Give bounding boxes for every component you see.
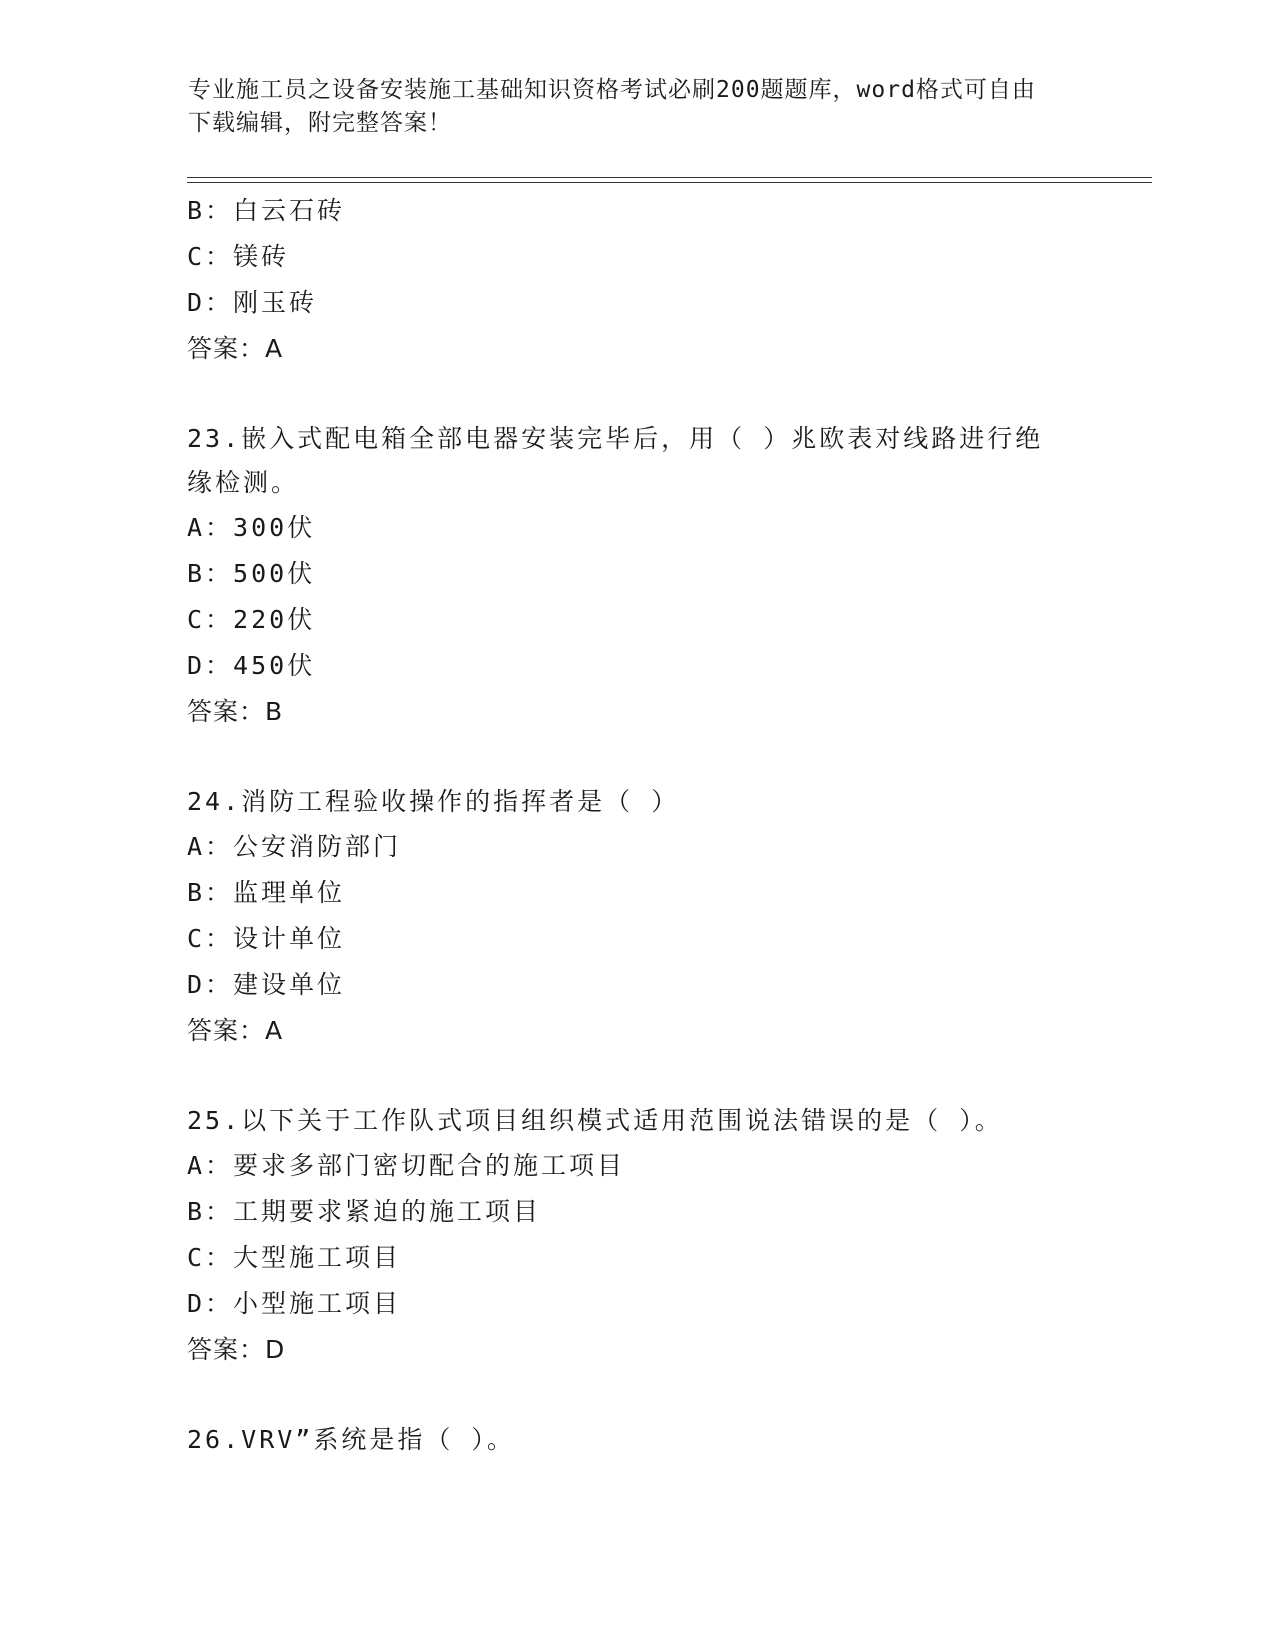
answer-line: 答案：B xyxy=(187,697,284,726)
question-26 xyxy=(187,1418,1087,1462)
question-24 xyxy=(187,780,1087,1054)
question-text: 23.嵌入式配电箱全部电器安装完毕后，用（ ）兆欧表对线路进行绝 xyxy=(187,424,1044,453)
question-25 xyxy=(187,1099,1087,1373)
answer-line: 答案：D xyxy=(187,1335,286,1364)
header-line-2: 下载编辑，附完整答案！ xyxy=(188,110,452,136)
question-22-continued xyxy=(187,188,1087,372)
question-23 xyxy=(187,417,1087,735)
option-a: A：300伏 xyxy=(187,513,316,542)
answer-line: 答案：A xyxy=(187,1016,284,1045)
option-b: B：监理单位 xyxy=(187,878,346,907)
question-text: 25.以下关于工作队式项目组织模式适用范围说法错误的是（ ）。 xyxy=(187,1106,1003,1135)
option-d: D：建设单位 xyxy=(187,970,346,999)
option-d: D：刚玉砖 xyxy=(187,288,318,317)
option-b: B：工期要求紧迫的施工项目 xyxy=(187,1197,542,1226)
header-rule-bottom xyxy=(187,182,1152,183)
option-a: A：公安消防部门 xyxy=(187,832,402,861)
option-c: C：镁砖 xyxy=(187,242,290,271)
question-content xyxy=(187,188,1087,1462)
answer-line: 答案：A xyxy=(187,334,284,363)
option-a: A：要求多部门密切配合的施工项目 xyxy=(187,1151,626,1180)
question-text-continued: 缘检测。 xyxy=(187,468,300,497)
option-d: D：450伏 xyxy=(187,651,316,680)
header-rule-top xyxy=(187,177,1152,178)
option-c: C：设计单位 xyxy=(187,924,346,953)
option-c: C：大型施工项目 xyxy=(187,1243,402,1272)
question-text: 26.VRV”系统是指（ ）。 xyxy=(187,1425,515,1454)
option-b: B：500伏 xyxy=(187,559,316,588)
option-d: D：小型施工项目 xyxy=(187,1289,402,1318)
question-text: 24.消防工程验收操作的指挥者是（ ） xyxy=(187,787,680,816)
document-header xyxy=(188,74,1068,140)
option-b: B：白云石砖 xyxy=(187,196,346,225)
option-c: C：220伏 xyxy=(187,605,316,634)
header-line-1: 专业施工员之设备安装施工基础知识资格考试必刷200题题库，word格式可自由 xyxy=(188,77,1036,103)
